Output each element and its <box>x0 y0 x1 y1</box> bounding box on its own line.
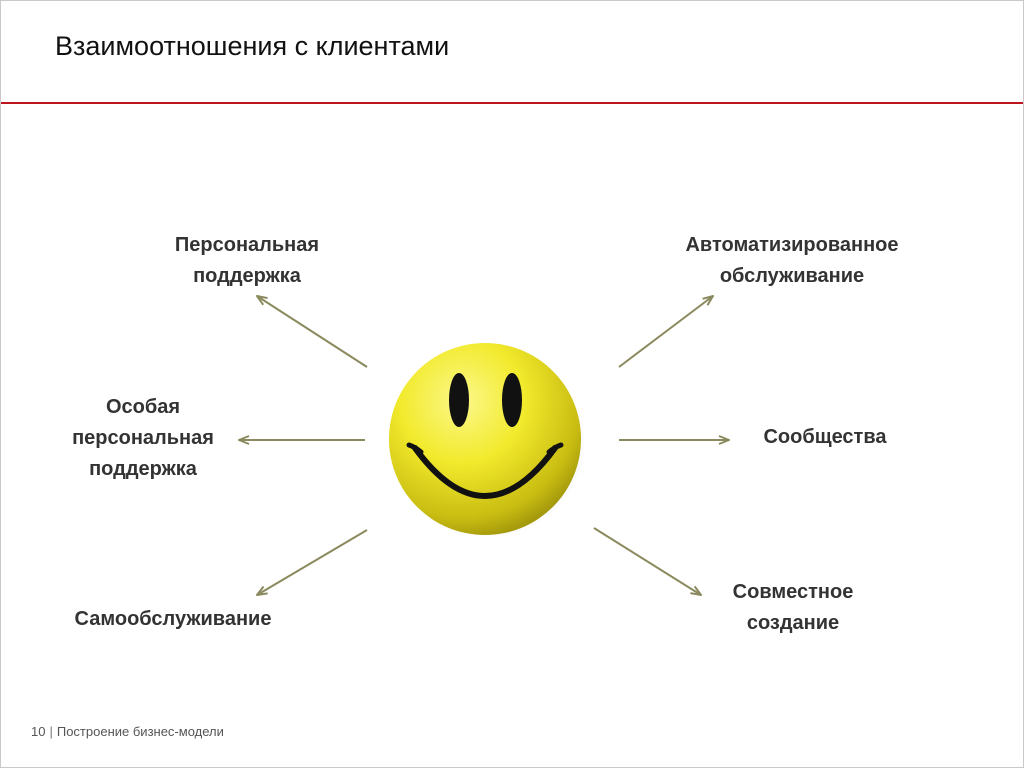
arrow-to-personal-support <box>257 296 367 367</box>
label-special-personal-support: Особая персональная поддержка <box>72 396 214 480</box>
label-communities: Сообщества <box>763 426 887 448</box>
label-self-service: Самообслуживание <box>74 608 272 630</box>
footer <box>31 724 224 739</box>
smiley-left-eye <box>449 373 469 427</box>
footer-section-title: Построение бизнес-модели <box>56 724 224 739</box>
footer-separator: | <box>49 724 53 739</box>
label-personal-support: Персональная поддержка <box>174 234 320 287</box>
page-number: 10 <box>31 724 46 739</box>
smiley-right-eye <box>502 373 522 427</box>
arrow-to-self-service <box>257 530 367 595</box>
arrow-to-automated-service <box>619 296 713 367</box>
smiley-face-icon <box>385 341 585 538</box>
page-title: Взаимоотношения с клиентами <box>55 31 450 61</box>
label-automated-service: Автоматизированное обслуживание <box>685 234 899 287</box>
label-co-creation: Совместное создание <box>732 581 854 634</box>
arrow-to-co-creation <box>594 528 701 595</box>
